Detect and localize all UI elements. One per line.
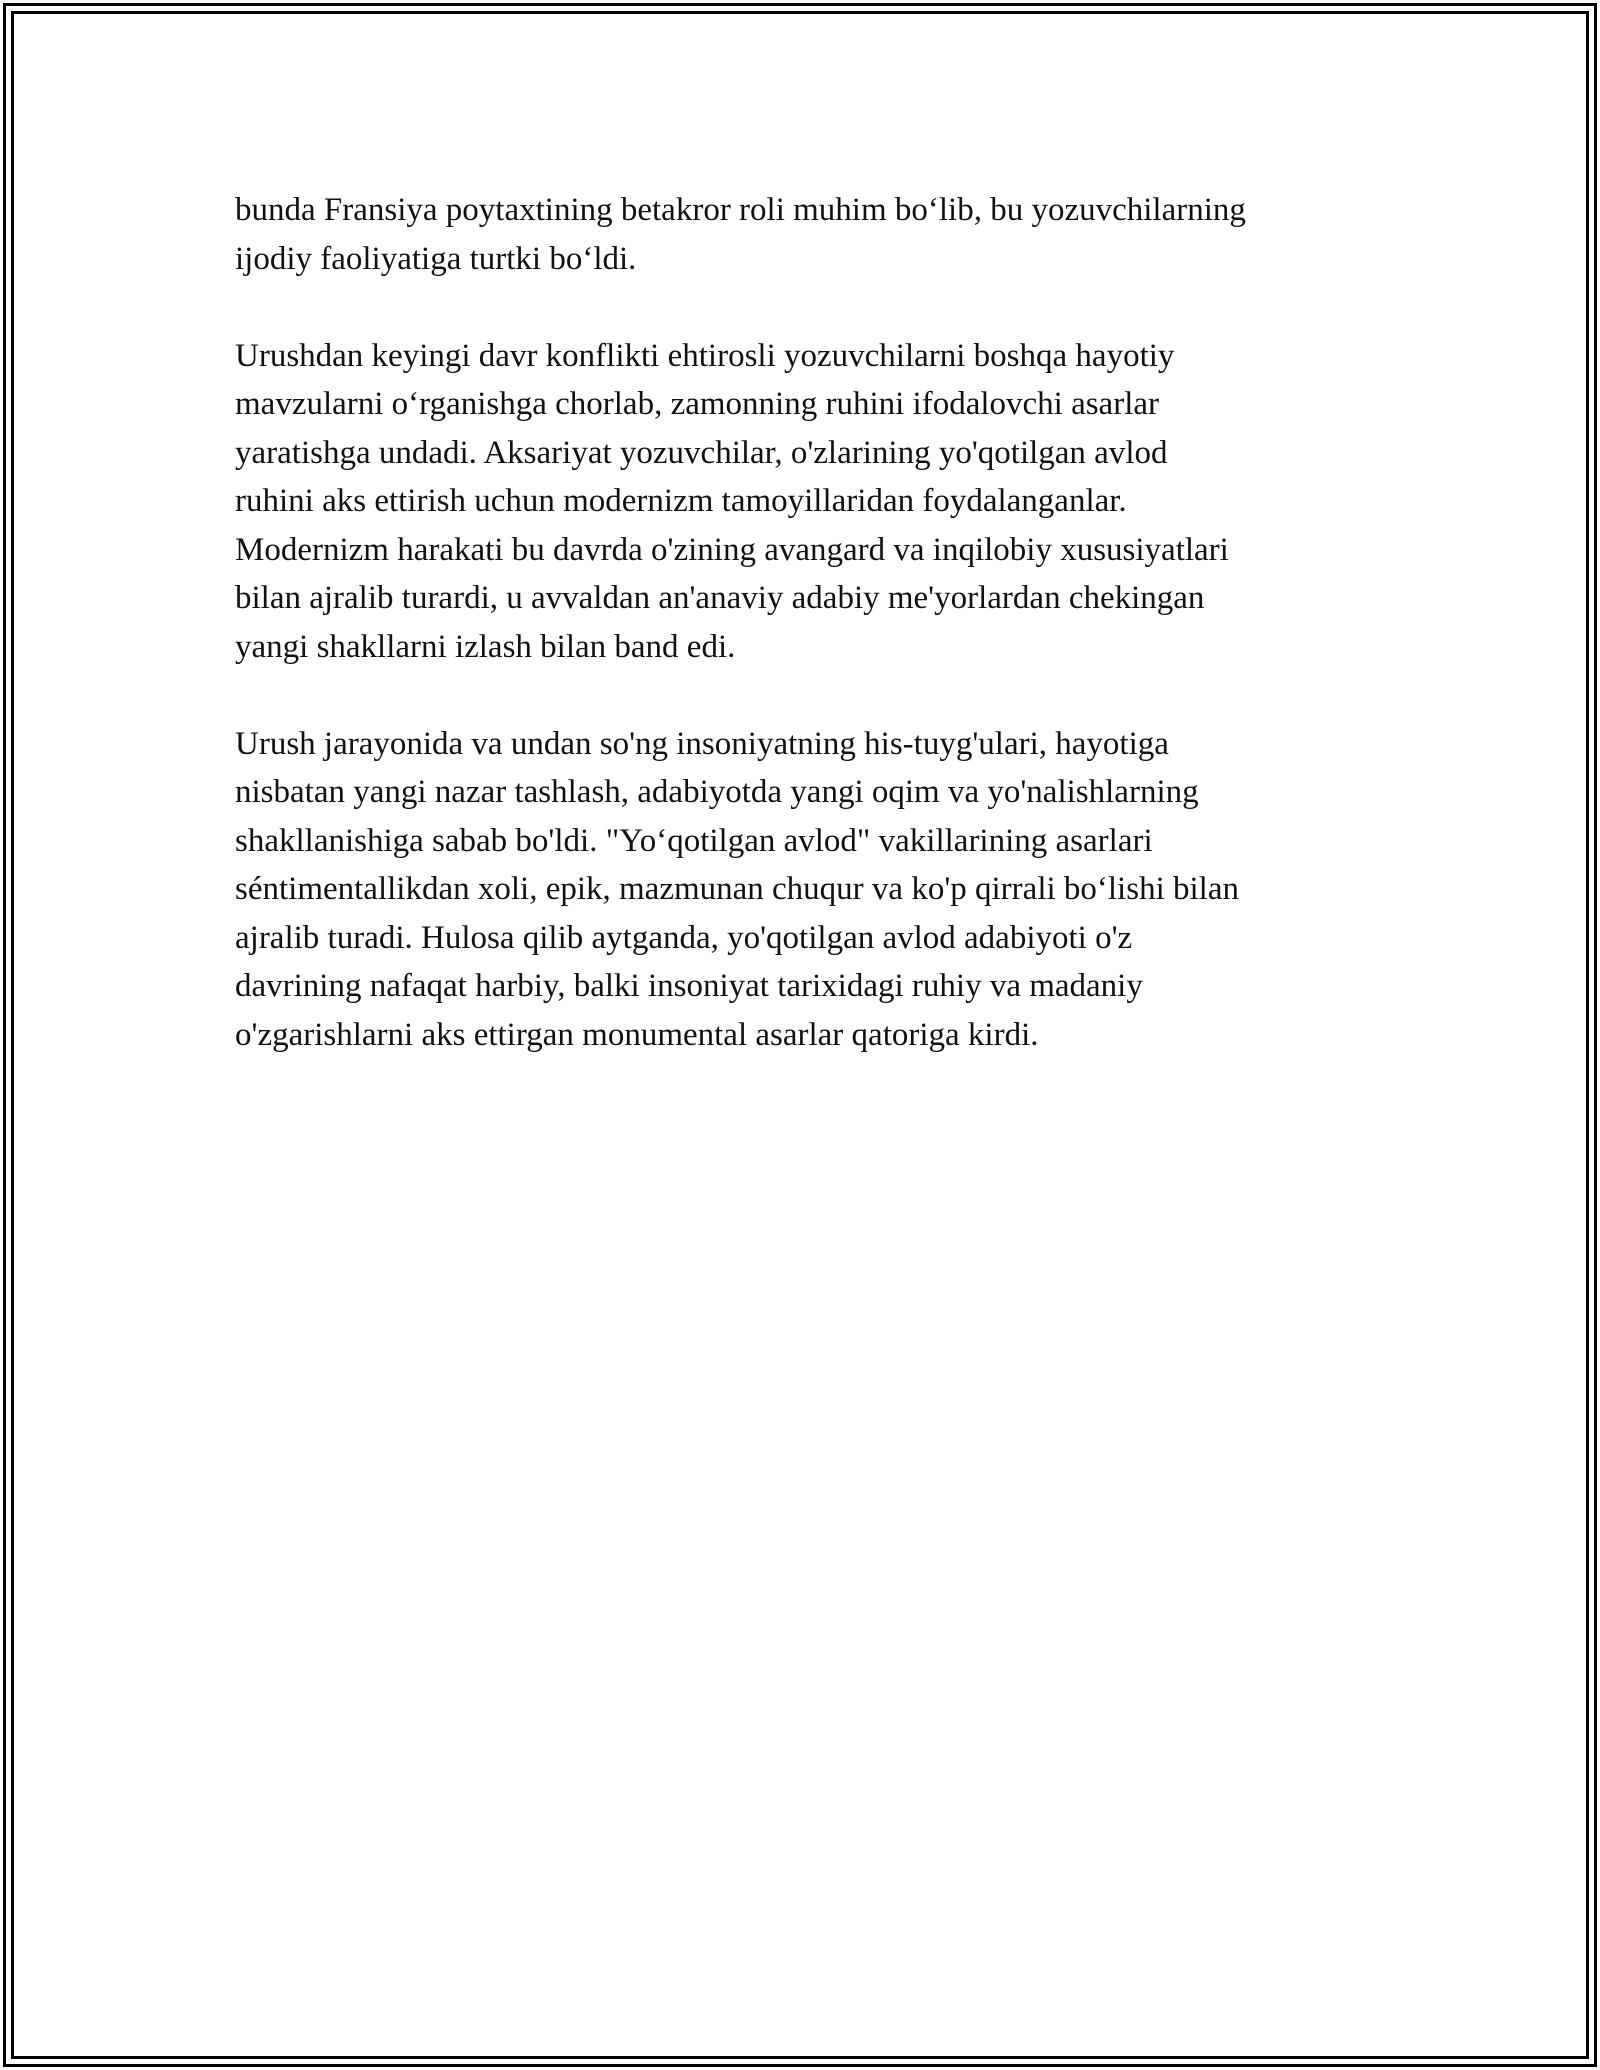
text-line: o'zgarishlarni aks ettirgan monumental asarlar qatoriga kirdi. bbox=[235, 1016, 1039, 1053]
paragraph-1 bbox=[235, 186, 1375, 283]
text-line: yangi shakllarni izlash bilan band edi. bbox=[235, 628, 736, 665]
text-line: yaratishga undadi. Aksariyat yozuvchilar, o'zlarining yo'qotilgan avlod bbox=[235, 434, 1168, 471]
text-line: ruhini aks ettirish uchun modernizm tamoyillaridan foydalanganlar. bbox=[235, 483, 1127, 519]
paragraph-3 bbox=[235, 720, 1375, 1060]
text-line: bilan ajralib turardi, u avvaldan an'anaviy adabiy me'yorlardan chekingan bbox=[235, 580, 1205, 616]
text-line: séntimentallikdan xoli, epik, mazmunan chuqur va ko'p qirrali bo‘lishi bilan bbox=[235, 871, 1239, 907]
text-line: Urush jarayonida va undan so'ng insoniyatning his-tuyg'ulari, hayotiga bbox=[235, 725, 1169, 762]
text-line: bunda Fransiya poytaxtining betakror roli muhim bo‘lib, bu yozuvchilarning bbox=[235, 192, 1246, 228]
text-line: mavzularni o‘rganishga chorlab, zamonning ruhini ifodalovchi asarlar bbox=[235, 386, 1159, 422]
text-line: shakllanishiga sabab bo'ldi. "Yo‘qotilgan avlod" vakillarining asarlari bbox=[235, 822, 1153, 859]
text-line: Urushdan keyingi davr konflikti ehtirosli yozuvchilarni boshqa hayotiy bbox=[235, 337, 1175, 374]
text-line: ajralib turadi. Hulosa qilib aytganda, yo'qotilgan avlod adabiyoti o'z bbox=[235, 919, 1133, 956]
text-line: nisbatan yangi nazar tashlash, adabiyotda yangi oqim va yo'nalishlarning bbox=[235, 774, 1199, 810]
text-line: ijodiy faoliyatiga turtki bo‘ldi. bbox=[235, 240, 637, 277]
paragraph-2 bbox=[235, 332, 1375, 672]
text-line: davrining nafaqat harbiy, balki insoniyat tarixidagi ruhiy va madaniy bbox=[235, 968, 1143, 1004]
text-line: Modernizm harakati bu davrda o'zining avangard va inqilobiy xususiyatlari bbox=[235, 531, 1229, 568]
document-body bbox=[235, 186, 1375, 1108]
